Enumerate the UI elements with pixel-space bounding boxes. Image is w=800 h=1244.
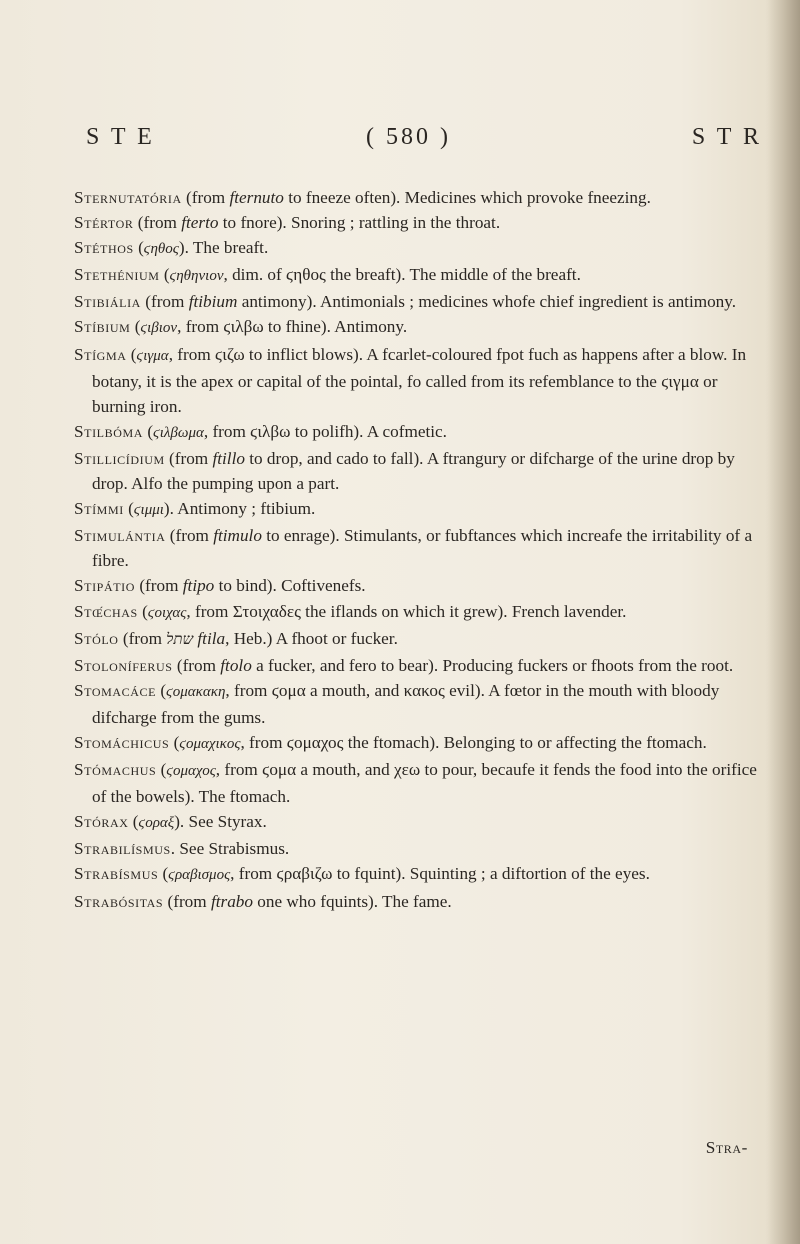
entry-headword: Stoloníferus <box>74 655 173 675</box>
entry-headword: Strabísmus <box>74 864 159 884</box>
dictionary-entry <box>74 809 774 836</box>
header-left: S T E <box>86 124 155 150</box>
entry-definition: , from ϛιλβω to polifh). A cofmetic. <box>203 421 447 441</box>
entry-latin-term: ftipo <box>182 576 215 596</box>
entry-etymon: ϛομαχος <box>166 763 216 780</box>
entry-pre: (from <box>135 576 183 596</box>
entry-pre: ( <box>126 344 137 364</box>
entry-definition: See Strabismus. <box>179 839 290 859</box>
entry-latin-term: ftimulo <box>213 526 262 546</box>
entry-headword: Stipátio <box>74 576 136 596</box>
dictionary-entry <box>74 730 774 757</box>
entry-definition: , from ϛραβιζω to fquint). Squinting ; a diftortion of the eyes. <box>230 864 650 884</box>
entry-headword: Strabósitas <box>74 891 164 911</box>
entry-latin-term: ftila <box>197 628 226 648</box>
dictionary-entry <box>74 653 774 678</box>
entry-etymon: ϛραβισμος <box>168 867 231 884</box>
dictionary-entry <box>74 889 774 914</box>
entry-headword: Strabilísmus <box>74 839 171 859</box>
running-header <box>86 124 762 154</box>
entry-headword: Stethénium <box>74 265 160 285</box>
entry-pre: ( <box>169 732 180 752</box>
dictionary-entry <box>74 262 774 289</box>
entry-definition: ). See Styrax. <box>174 812 267 832</box>
dictionary-entries <box>74 185 774 914</box>
dictionary-entry <box>74 235 774 262</box>
dictionary-entry <box>74 342 774 419</box>
entry-pre: (from <box>118 628 167 648</box>
dictionary-entry <box>74 626 774 653</box>
header-right: S T R <box>691 124 762 150</box>
entry-definition: , Heb.) A fhoot or fucker. <box>225 628 398 648</box>
dictionary-entry <box>74 185 774 210</box>
entry-headword: Stœ́chas <box>74 601 138 621</box>
entry-definition: , from ϛιζω to inflict blows). A fcarlet-coloured fpot fuch as happens after a blow. In botany, it is the apex or capital of the pointal, fo called from its refemblance to the ϛιγμα or burning iron. <box>92 344 747 416</box>
entry-definition: antimony). Antimonials ; medicines whofe chief ingredient is antimony. <box>237 292 737 312</box>
dictionary-entry <box>74 419 774 446</box>
entry-pre: (from <box>163 891 211 911</box>
entry-latin-term: ftrabo <box>210 891 253 911</box>
entry-etymon: ϛιβιον <box>140 320 178 337</box>
entry-definition: , from ϛομαχος the ftomach). Belonging to or affecting the ftomach. <box>240 732 707 752</box>
entry-etymon: ϛιλβωμα <box>153 424 204 441</box>
entry-etymon: ϛομαχικος <box>179 735 241 752</box>
entry-headword: Stimulántia <box>74 526 166 546</box>
entry-etymon: ϛηθος <box>143 241 179 258</box>
entry-latin-term: ftolo <box>220 655 252 675</box>
entry-etymon: שתל <box>166 631 194 648</box>
entry-pre: (from <box>165 526 214 546</box>
entry-pre: (from <box>133 213 182 233</box>
entry-pre: (from <box>164 448 213 468</box>
entry-definition: to enrage). Stimulants, or fubftances which increafe the irritability of a fibre. <box>92 526 753 571</box>
dictionary-entry <box>74 210 774 235</box>
entry-headword: Stólo <box>74 628 119 648</box>
entry-pre: (from <box>172 655 221 675</box>
entry-headword: Stómachus <box>74 760 157 780</box>
entry-headword: Stomacáce <box>74 680 157 700</box>
entry-pre: ( <box>156 760 167 780</box>
entry-pre: (from <box>181 188 230 207</box>
entry-definition: , from ϛομα a mouth, and χεω to pour, becaufe it fends the food into the orifice of the bowels). The ftomach. <box>92 760 757 807</box>
entry-headword: Stíbium <box>74 317 131 337</box>
entry-latin-term: ftibium <box>188 292 238 312</box>
entry-etymon: ϛηθηνιον <box>169 268 224 285</box>
entry-pre: ( <box>159 265 170 285</box>
entry-pre: . <box>170 839 180 859</box>
entry-definition: to bind). Coftivenefs. <box>214 576 366 596</box>
dictionary-entry <box>74 861 774 888</box>
entry-pre: ( <box>133 238 144 258</box>
entry-definition: ). The breaft. <box>178 238 269 258</box>
entry-definition: to fnore). Snoring ; rattling in the throat. <box>218 213 501 233</box>
entry-etymon: ϛοραξ <box>138 815 175 832</box>
entry-definition: a fucker, and fero to bear). Producing fuckers or fhoots from the root. <box>251 655 734 675</box>
entry-pre: ( <box>130 317 141 337</box>
entry-pre: ( <box>158 864 169 884</box>
entry-latin-term: ftillo <box>212 448 245 468</box>
catchword: Stra- <box>705 1138 748 1157</box>
entry-headword: Stórax <box>74 812 129 832</box>
entry-etymon: ϛιγμα <box>136 347 169 364</box>
entry-definition: one who fquints). The fame. <box>252 891 452 911</box>
entry-latin-term: fternuto <box>229 188 284 207</box>
dictionary-entry <box>74 599 774 626</box>
dictionary-entry <box>74 496 774 523</box>
entry-definition: , from ϛομα a mouth, and κακος evil). A fœtor in the mouth with bloody difcharge from the gums. <box>92 680 720 727</box>
dictionary-entry <box>74 289 774 314</box>
entry-headword: Stéthos <box>74 238 134 258</box>
entry-headword: Stillicídium <box>74 448 165 468</box>
entry-etymon: ϛομακακη <box>166 683 226 700</box>
entry-pre: ( <box>143 421 154 441</box>
entry-headword: Stibiália <box>74 292 141 312</box>
entry-etymon: ϛιμμι <box>133 502 164 519</box>
entry-definition: to drop, and cado to fall). A ftrangury or difcharge of the urine drop by drop. Alfo the pumping upon a part. <box>92 448 735 494</box>
entry-pre: ( <box>137 601 148 621</box>
entry-headword: Sternutatória <box>74 188 182 207</box>
entry-pre: ( <box>128 812 139 832</box>
dictionary-entry <box>74 523 774 573</box>
entry-headword: Stértor <box>74 213 134 233</box>
dictionary-entry <box>74 573 774 598</box>
page-number: ( 580 ) <box>366 124 451 150</box>
entry-definition: ). Antimony ; ftibium. <box>163 499 316 519</box>
entry-latin-term: fterto <box>181 213 219 233</box>
dictionary-entry <box>74 757 774 809</box>
entry-pre: ( <box>156 680 167 700</box>
entry-definition: , from ϛιλβω to fhine). Antimony. <box>177 317 408 337</box>
dictionary-entry <box>74 678 774 730</box>
entry-definition: to fneeze often). Medicines which provoke fneezing. <box>283 188 651 207</box>
entry-pre: ( <box>123 499 134 519</box>
entry-headword: Stilbóma <box>74 421 144 441</box>
entry-headword: Stígma <box>74 344 127 364</box>
entry-headword: Stímmi <box>74 499 124 519</box>
dictionary-entry <box>74 446 774 496</box>
entry-etymon: ϛοιχας <box>147 604 187 621</box>
dictionary-entry <box>74 314 774 341</box>
dictionary-entry <box>74 836 774 861</box>
entry-headword: Stomáchicus <box>74 732 170 752</box>
entry-definition: , dim. of ϛηθος the breaft). The middle of the breaft. <box>223 265 581 285</box>
entry-pre: (from <box>140 292 189 312</box>
entry-definition: , from Στοιχαδες the iflands on which it grew). French lavender. <box>186 601 627 621</box>
